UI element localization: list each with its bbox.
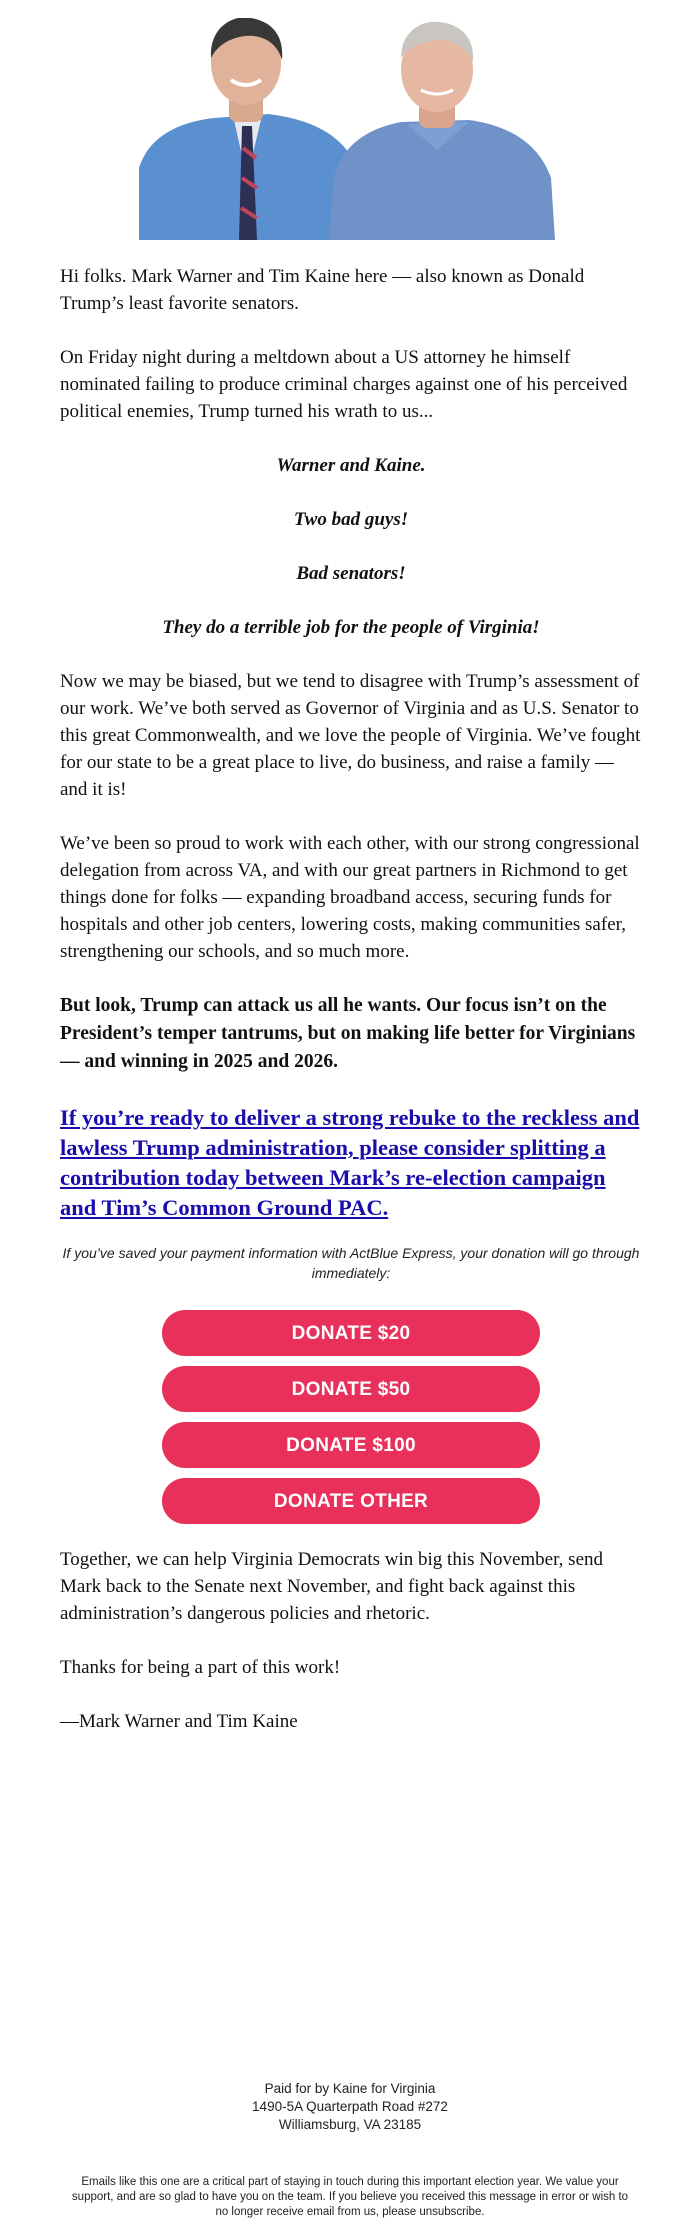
trump-quote-4: They do a terrible job for the people of Virginia! xyxy=(162,617,540,638)
actblue-express-note: If you’ve saved your payment information with ActBlue Express, your donation will go through immediately: xyxy=(62,1245,640,1281)
donate-other-button[interactable]: DONATE OTHER xyxy=(162,1478,540,1524)
donate-buttons xyxy=(60,1310,642,1524)
footer-disclaimer xyxy=(0,2175,700,2220)
trump-quote-3: Bad senators! xyxy=(296,563,406,584)
trump-quote-2: Two bad guys! xyxy=(293,509,409,530)
trump-quote-1: Warner and Kaine. xyxy=(276,455,426,476)
friday-paragraph: On Friday night during a meltdown about a US attorney he himself nominated failing to produce criminal charges against one of his perceived political enemies, Trump turned his wrath to us... xyxy=(60,347,628,422)
paid-for-by-block xyxy=(0,2080,700,2134)
donate-20-button[interactable]: DONATE $20 xyxy=(162,1310,540,1356)
donate-100-button[interactable]: DONATE $100 xyxy=(162,1422,540,1468)
signoff: —Mark Warner and Tim Kaine xyxy=(60,1711,298,1732)
proud-paragraph: We’ve been so proud to work with each other, with our strong congressional delegation from across VA, and with our great partners in Richmond to get things done for folks — expanding broadband access, securing funds for hospitals and other job centers, lowering costs, making communities safer, strengthening our schools, and so much more. xyxy=(60,833,640,962)
intro-paragraph: Hi folks. Mark Warner and Tim Kaine here — also known as Donald Trump’s least favorite senators. xyxy=(60,266,585,314)
paid-by-line: Paid for by Kaine for Virginia xyxy=(264,2081,436,2096)
contribution-cta-link[interactable]: If you’re ready to deliver a strong rebuke to the reckless and lawless Trump administration, please consider splitting a contribution today between Mark’s re-election campaign and Tim’s Common Ground PAC. xyxy=(60,1105,640,1220)
thanks-paragraph: Thanks for being a part of this work! xyxy=(60,1657,341,1678)
biased-paragraph: Now we may be biased, but we tend to disagree with Trump’s assessment of our work. We’ve both served as Governor of Virginia and as U.S. Senator to this great Commonwealth, and we love the people of Virginia. We’ve fought for our state to be a great place to live, do business, and raise a family — and it is! xyxy=(60,671,641,800)
focus-paragraph: But look, Trump can attack us all he wants. Our focus isn’t on the President’s temper tantrums, but on making life better for Virginians — and winning in 2025 and 2026. xyxy=(60,995,636,1072)
together-paragraph: Together, we can help Virginia Democrats win big this November, send Mark back to the Senate next November, and fight back against this administration’s dangerous policies and rhetoric. xyxy=(60,1549,604,1624)
senators-photo xyxy=(139,18,555,240)
address-line-1: 1490-5A Quarterpath Road #272 xyxy=(252,2099,448,2114)
address-line-2: Williamsburg, VA 23185 xyxy=(278,2117,422,2132)
donate-50-button[interactable]: DONATE $50 xyxy=(162,1366,540,1412)
unsubscribe-disclaimer-link[interactable]: Emails like this one are a critical part of staying in touch during this important election year. We value your support, and are so glad to have you on the team. If you believe you received this message in error or wish to no longer receive email from us, please unsubscribe. xyxy=(71,2176,629,2218)
email-body xyxy=(60,263,642,1762)
